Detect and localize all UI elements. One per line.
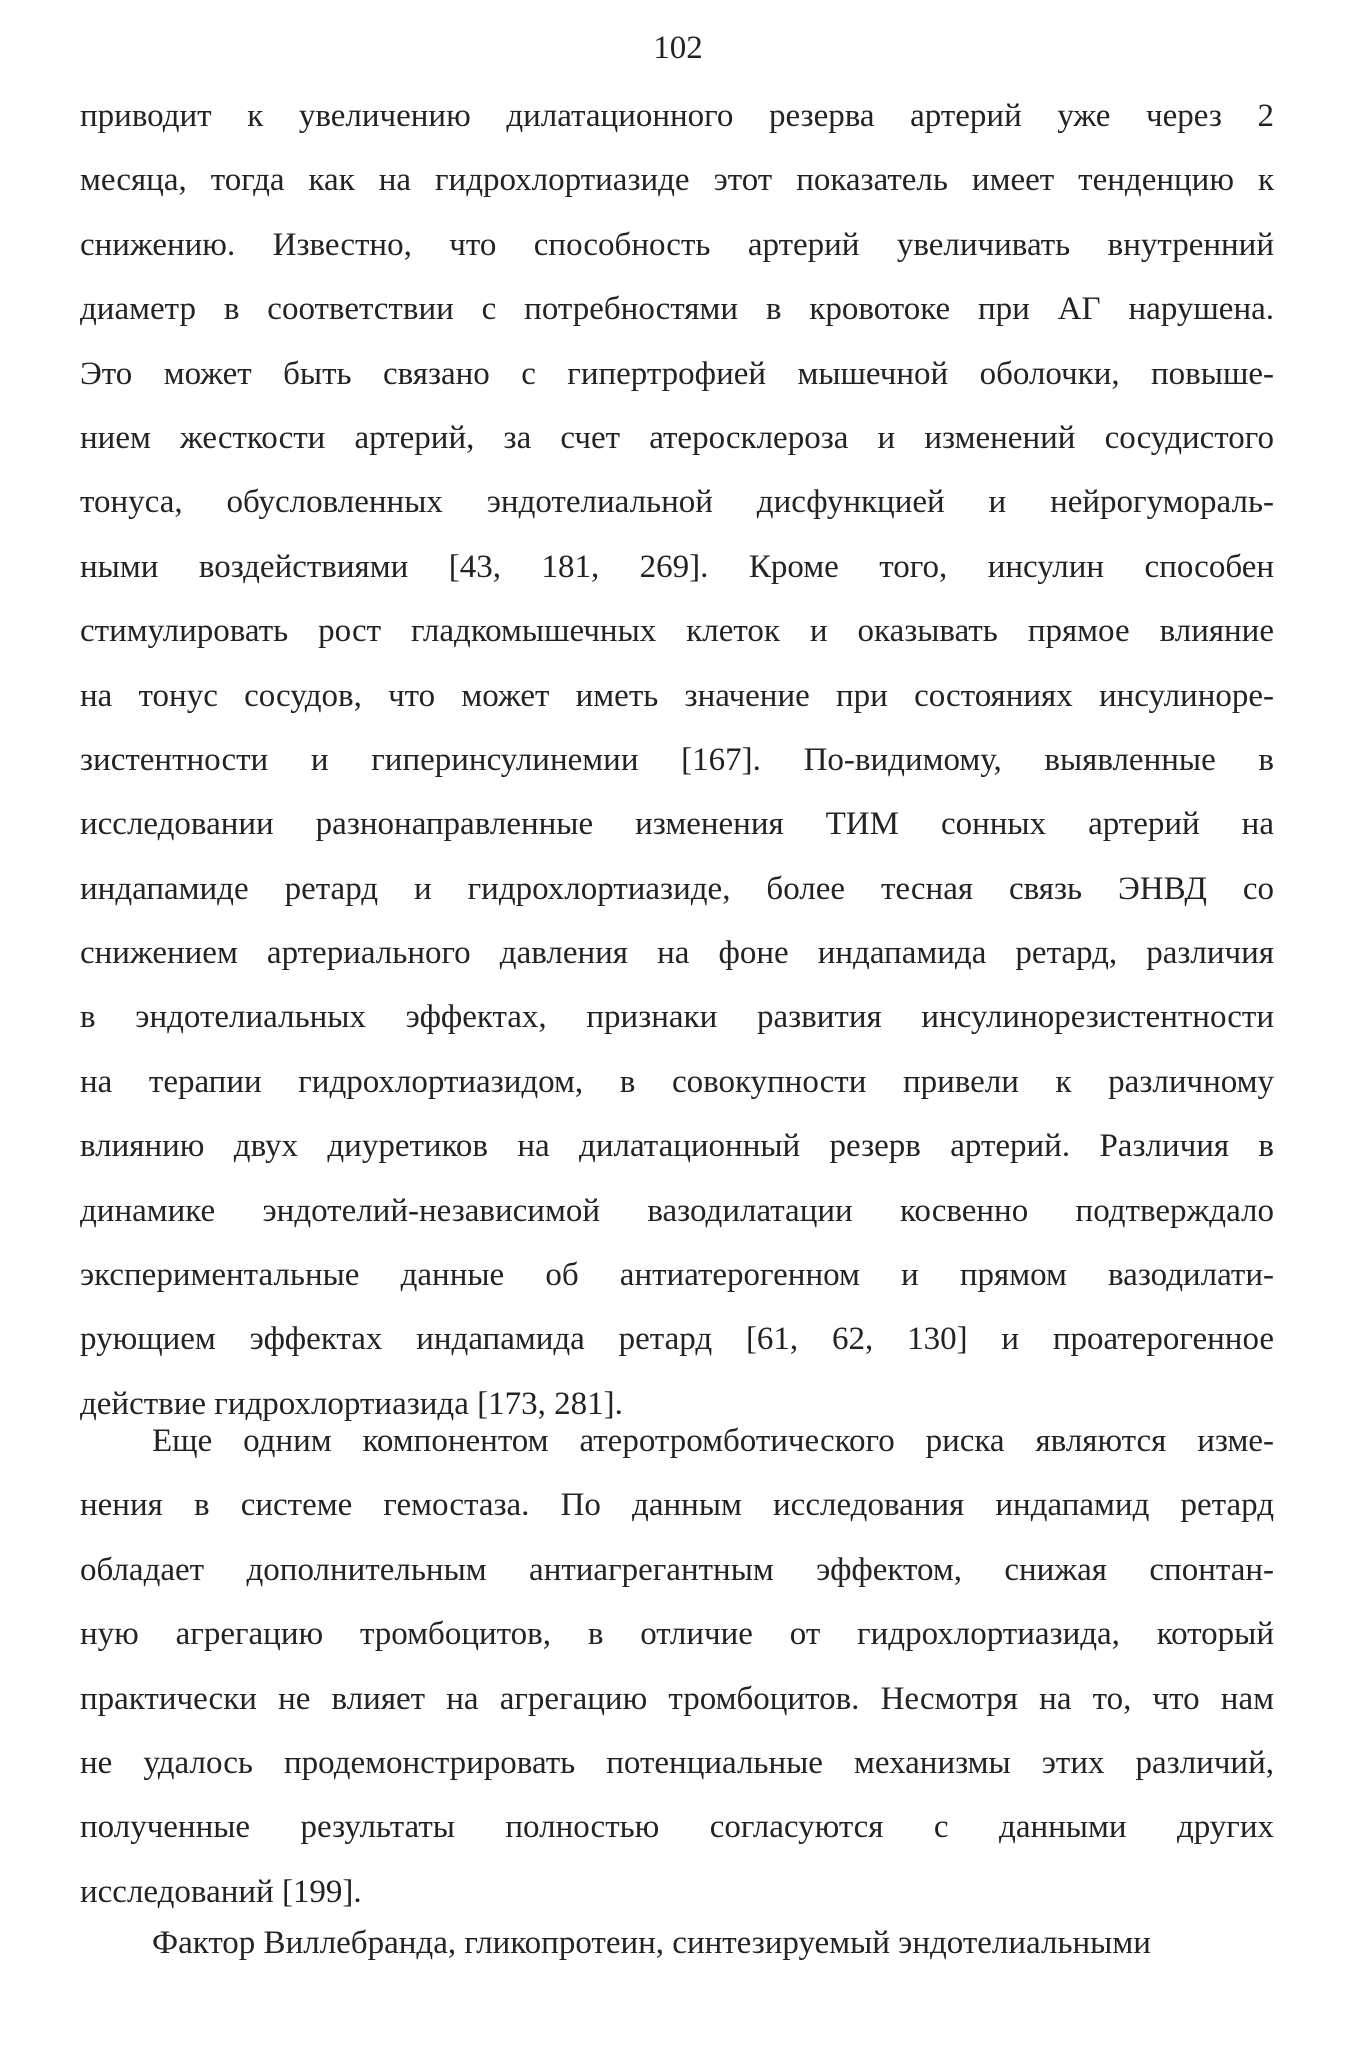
text-line: Фактор Виллебранда, гликопротеин, синтезируемый эндотелиальными bbox=[152, 1925, 1151, 1961]
text-line: диаметр в соответствии с потребностями в кровотоке при АГ нарушена. bbox=[80, 291, 1274, 328]
text-line: исследований [199]. bbox=[80, 1873, 362, 1910]
text-line: тонуса, обусловленных эндотелиальной дисфункцией и нейрогумораль- bbox=[80, 484, 1274, 521]
text-line: снижению. Известно, что способность артерий увеличивать внутренний bbox=[80, 226, 1274, 263]
paragraph-1 bbox=[80, 84, 1274, 1436]
text-line: Еще одним компонентом атеротромботического риска являются изме- bbox=[152, 1423, 1274, 1459]
text-line: действие гидрохлортиазида [173, 281]. bbox=[80, 1385, 623, 1422]
paragraph-2 bbox=[80, 1409, 1274, 1924]
text-line: стимулировать рост гладкомышечных клеток и оказывать прямое влияние bbox=[80, 613, 1274, 650]
text-line: Это может быть связано с гипертрофией мышечной оболочки, повыше- bbox=[80, 355, 1274, 392]
text-line: ную агрегацию тромбоцитов, в отличие от гидрохлортиазида, который bbox=[80, 1616, 1274, 1653]
text-line: обладает дополнительным антиагрегантным эффектом, снижая спонтан- bbox=[80, 1551, 1274, 1588]
text-line: влиянию двух диуретиков на дилатационный резерв артерий. Различия в bbox=[80, 1128, 1274, 1165]
text-line: индапамиде ретард и гидрохлортиазиде, более тесная связь ЭНВД со bbox=[80, 870, 1274, 907]
text-line: месяца, тогда как на гидрохлортиазиде этот показатель имеет тенденцию к bbox=[80, 162, 1274, 199]
text-line: не удалось продемонстрировать потенциальные механизмы этих различий, bbox=[80, 1744, 1274, 1781]
text-line: исследовании разнонаправленные изменения ТИМ сонных артерий на bbox=[80, 806, 1274, 843]
text-line: на тонус сосудов, что может иметь значение при состояниях инсулиноре- bbox=[80, 677, 1274, 714]
text-line: рующием эффектах индапамида ретард [61, 62, 130] и проатерогенное bbox=[80, 1321, 1274, 1358]
paragraph-3 bbox=[80, 1911, 1274, 1975]
text-line: нием жесткости артерий, за счет атеросклероза и изменений сосудистого bbox=[80, 419, 1274, 456]
text-line: в эндотелиальных эффектах, признаки развития инсулинорезистентности bbox=[80, 999, 1274, 1036]
text-line: на терапии гидрохлортиазидом, в совокупности привели к различному bbox=[80, 1063, 1274, 1100]
page-number: 102 bbox=[653, 30, 703, 66]
text-line: снижением артериального давления на фоне индапамида ретард, различия bbox=[80, 935, 1274, 972]
text-line: зистентности и гиперинсулинемии [167]. По-видимому, выявленные в bbox=[80, 741, 1274, 778]
text-line: приводит к увеличению дилатационного резерва артерий уже через 2 bbox=[80, 98, 1274, 134]
text-line: нения в системе гемостаза. По данным исследования индапамид ретард bbox=[80, 1487, 1274, 1524]
text-line: ными воздействиями [43, 181, 269]. Кроме того, инсулин способен bbox=[80, 548, 1274, 585]
text-line: полученные результаты полностью согласуются с данными других bbox=[80, 1809, 1274, 1846]
text-line: практически не влияет на агрегацию тромбоцитов. Несмотря на то, что нам bbox=[80, 1680, 1274, 1717]
text-line: динамике эндотелий-независимой вазодилатации косвенно подтверждало bbox=[80, 1192, 1274, 1229]
text-line: экспериментальные данные об антиатерогенном и прямом вазодилати- bbox=[80, 1257, 1274, 1294]
